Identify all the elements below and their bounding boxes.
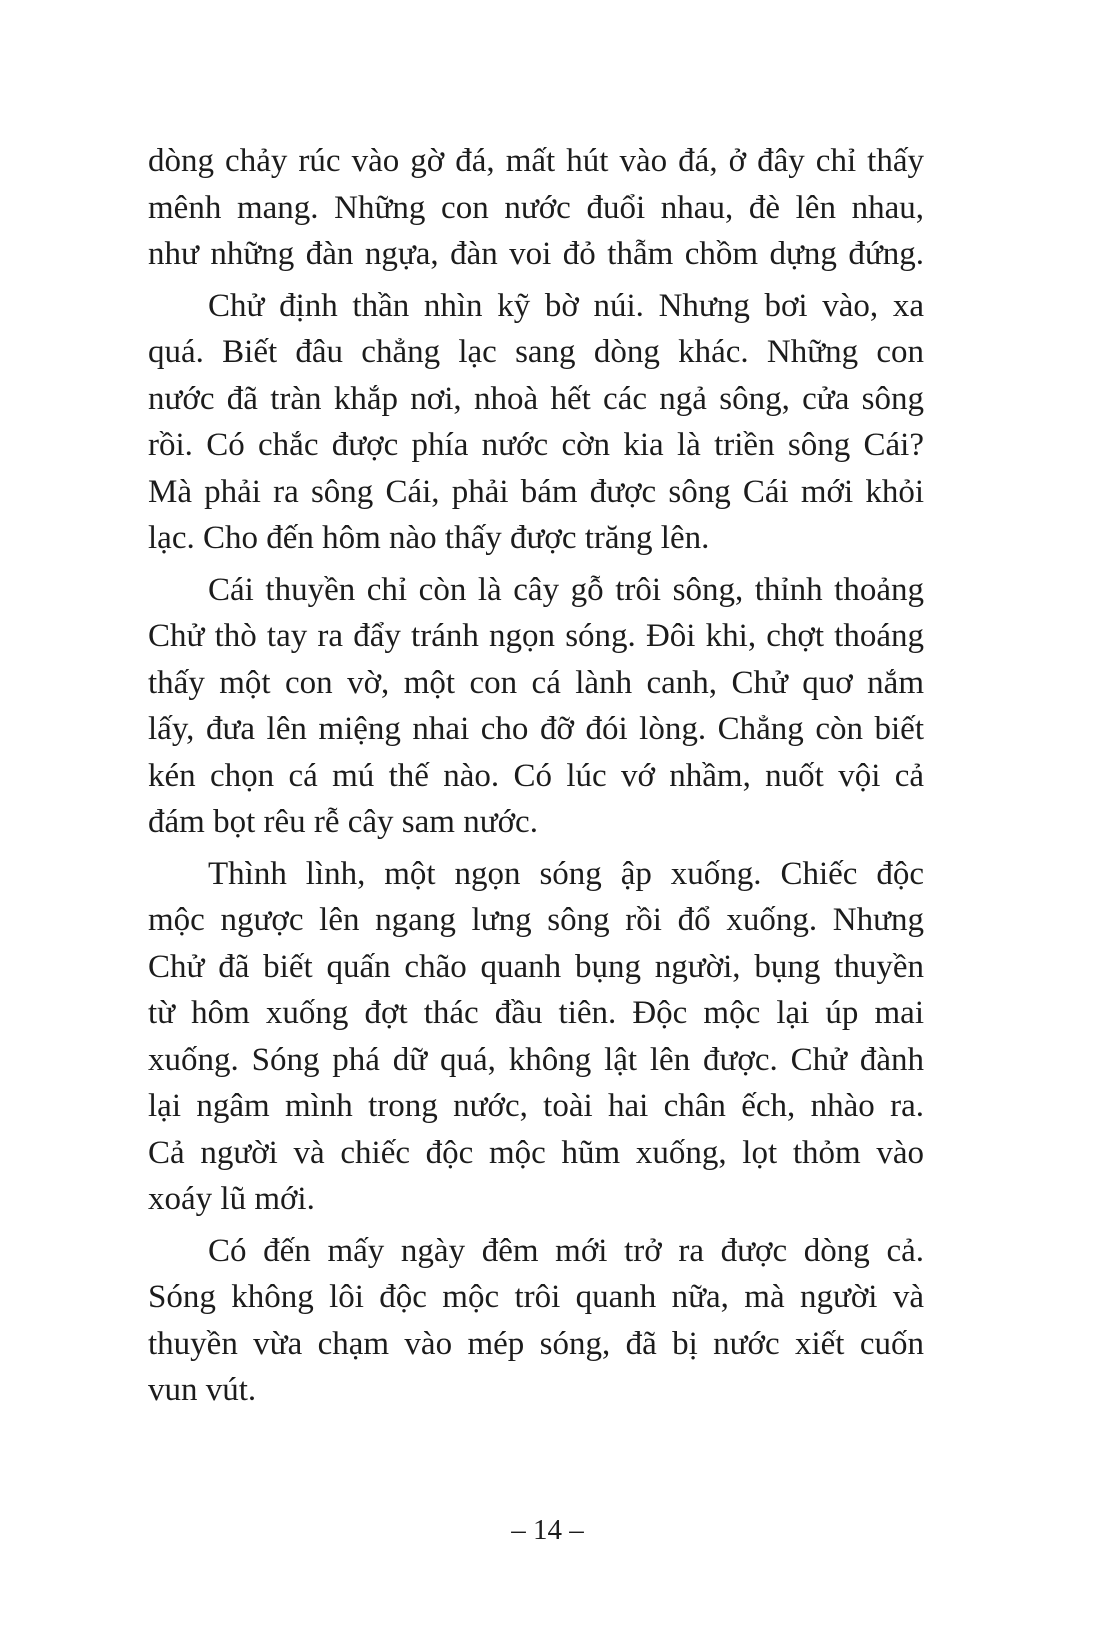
text-line: thấy một con vờ, một con cá lành canh, Chử quơ nắm	[148, 664, 924, 701]
text-line: Chử định thần nhìn kỹ bờ núi. Nhưng bơi vào, xa	[208, 287, 924, 324]
text-line: mộc ngược lên ngang lưng sông rồi đổ xuống. Nhưng	[148, 902, 924, 938]
text-line: Có đến mấy ngày đêm mới trở ra được dòng cả.	[208, 1232, 924, 1269]
text-line: Cái thuyền chỉ còn là cây gỗ trôi sông, thỉnh thoảng	[208, 571, 924, 608]
text-line: lấy, đưa lên miệng nhai cho đỡ đói lòng. Chẳng còn biết	[148, 711, 924, 747]
text-line: Thình lình, một ngọn sóng ập xuống. Chiếc độc	[208, 855, 924, 892]
text-line: Chử thò tay ra đẩy tránh ngọn sóng. Đôi khi, chợt thoáng	[148, 618, 924, 654]
text-line: nước đã tràn khắp nơi, nhoà hết các ngả sông, cửa sông	[148, 380, 924, 417]
text-line: Chử đã biết quấn chão quanh bụng người, bụng thuyền	[148, 948, 924, 985]
text-line: từ hôm xuống đợt thác đầu tiên. Độc mộc lại úp mai	[148, 995, 924, 1031]
paragraph	[148, 851, 924, 1223]
text-line: xuống. Sóng phá dữ quá, không lật lên được. Chử đành	[148, 1041, 924, 1078]
text-line: xoáy lũ mới.	[148, 1181, 315, 1217]
text-line: dòng chảy rúc vào gờ đá, mất hút vào đá, ở đây chỉ thấy	[148, 143, 924, 179]
page-number: – 14 –	[511, 1514, 584, 1546]
text-line: đám bọt rêu rễ cây sam nước.	[148, 804, 538, 840]
text-line: lạc. Cho đến hôm nào thấy được trăng lên.	[148, 520, 710, 556]
paragraph	[148, 1228, 924, 1414]
paragraph	[148, 138, 924, 278]
text-block	[148, 138, 924, 1414]
paragraph	[148, 567, 924, 846]
paragraph	[148, 283, 924, 562]
text-line: rồi. Có chắc được phía nước cờn kia là triền sông Cái?	[148, 427, 924, 463]
text-line: vun vút.	[148, 1372, 257, 1408]
text-line: lại ngâm mình trong nước, toài hai chân ếch, nhào ra.	[148, 1088, 924, 1124]
text-line: kén chọn cá mú thế nào. Có lúc vớ nhầm, nuốt vội cả	[148, 757, 924, 794]
text-line: thuyền vừa chạm vào mép sóng, đã bị nước xiết cuốn	[148, 1325, 924, 1362]
text-line: Cả người và chiếc độc mộc hũm xuống, lọt thỏm vào	[148, 1134, 924, 1171]
text-line: mênh mang. Những con nước đuổi nhau, đè lên nhau,	[148, 189, 924, 226]
text-line: Mà phải ra sông Cái, phải bám được sông Cái mới khỏi	[148, 473, 924, 510]
text-line: quá. Biết đâu chẳng lạc sang dòng khác. Những con	[148, 334, 924, 370]
text-line: Sóng không lôi độc mộc trôi quanh nữa, mà người và	[148, 1279, 924, 1315]
text-line: như những đàn ngựa, đàn voi đỏ thẫm chồm dựng đứng.	[148, 236, 924, 272]
